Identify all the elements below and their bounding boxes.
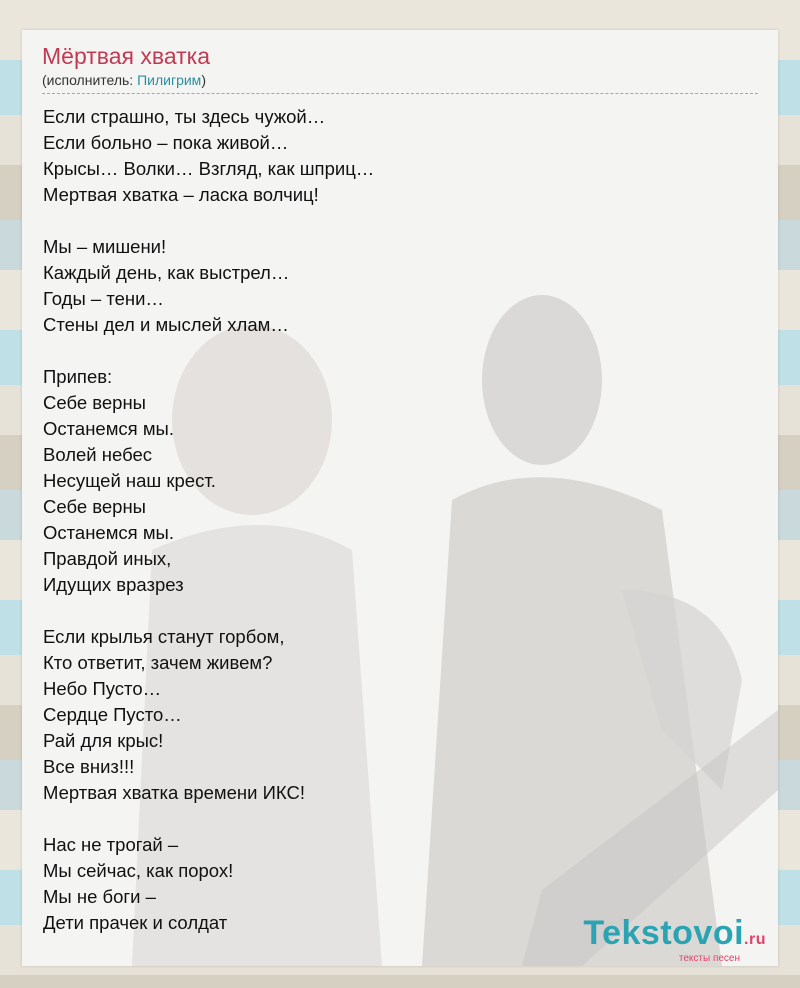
lyric-line: Идущих вразрез — [43, 574, 184, 595]
stanza-gap — [43, 598, 374, 624]
logo-tld: .ru — [744, 931, 766, 948]
artist-suffix: ) — [201, 72, 206, 88]
stanza-gap — [43, 806, 374, 832]
lyric-line: Стены дел и мыслей хлам… — [43, 314, 289, 335]
stanza-gap — [43, 208, 374, 234]
artist-line — [42, 72, 758, 88]
lyric-line: Рай для крыс! — [43, 730, 164, 751]
lyric-line: Дети прачек и солдат — [43, 912, 228, 933]
lyric-line: Останемся мы. — [43, 418, 174, 439]
lyric-line: Если больно – пока живой… — [43, 132, 289, 153]
logo-wordmark — [583, 915, 766, 958]
lyric-line: Годы – тени… — [43, 288, 164, 309]
artist-prefix: (исполнитель: — [42, 72, 138, 88]
lyric-line: Небо Пусто… — [43, 678, 162, 699]
lyrics-text — [43, 104, 374, 936]
lyric-line: Каждый день, как выстрел… — [43, 262, 290, 283]
lyric-line: Сердце Пусто… — [43, 704, 182, 725]
song-header — [42, 42, 758, 88]
site-logo[interactable] — [583, 915, 766, 964]
lyric-line: Если крылья станут горбом, — [43, 626, 285, 647]
lyric-line: Припев: — [43, 366, 113, 387]
lyric-line: Нас не трогай – — [43, 834, 179, 855]
lyric-line: Себе верны — [43, 392, 146, 413]
lyric-line: Кто ответит, зачем живем? — [43, 652, 273, 673]
lyric-line: Несущей наш крест. — [43, 470, 216, 491]
lyric-line: Мертвая хватка времени ИКС! — [43, 782, 305, 803]
lyrics-card — [22, 30, 778, 966]
logo-name: Tekstovoi — [583, 914, 745, 952]
lyric-line: Мы сейчас, как порох! — [43, 860, 234, 881]
lyric-line: Мы не боги – — [43, 886, 156, 907]
lyric-line: Мертвая хватка – ласка волчиц! — [43, 184, 319, 205]
stanza-gap — [43, 338, 374, 364]
lyric-line: Волей небес — [43, 444, 153, 465]
logo-tagline: тексты песен — [678, 953, 740, 964]
lyric-line: Останемся мы. — [43, 522, 174, 543]
header-divider — [42, 93, 758, 94]
lyric-line: Мы – мишени! — [43, 236, 167, 257]
song-title: Мёртвая хватка — [42, 43, 211, 69]
lyric-line: Все вниз!!! — [43, 756, 135, 777]
lyric-line: Крысы… Волки… Взгляд, как шприц… — [43, 158, 375, 179]
lyric-line: Если страшно, ты здесь чужой… — [43, 106, 326, 127]
lyric-line: Правдой иных, — [43, 548, 172, 569]
lyric-line: Себе верны — [43, 496, 146, 517]
artist-link[interactable]: Пилигрим — [137, 72, 202, 88]
